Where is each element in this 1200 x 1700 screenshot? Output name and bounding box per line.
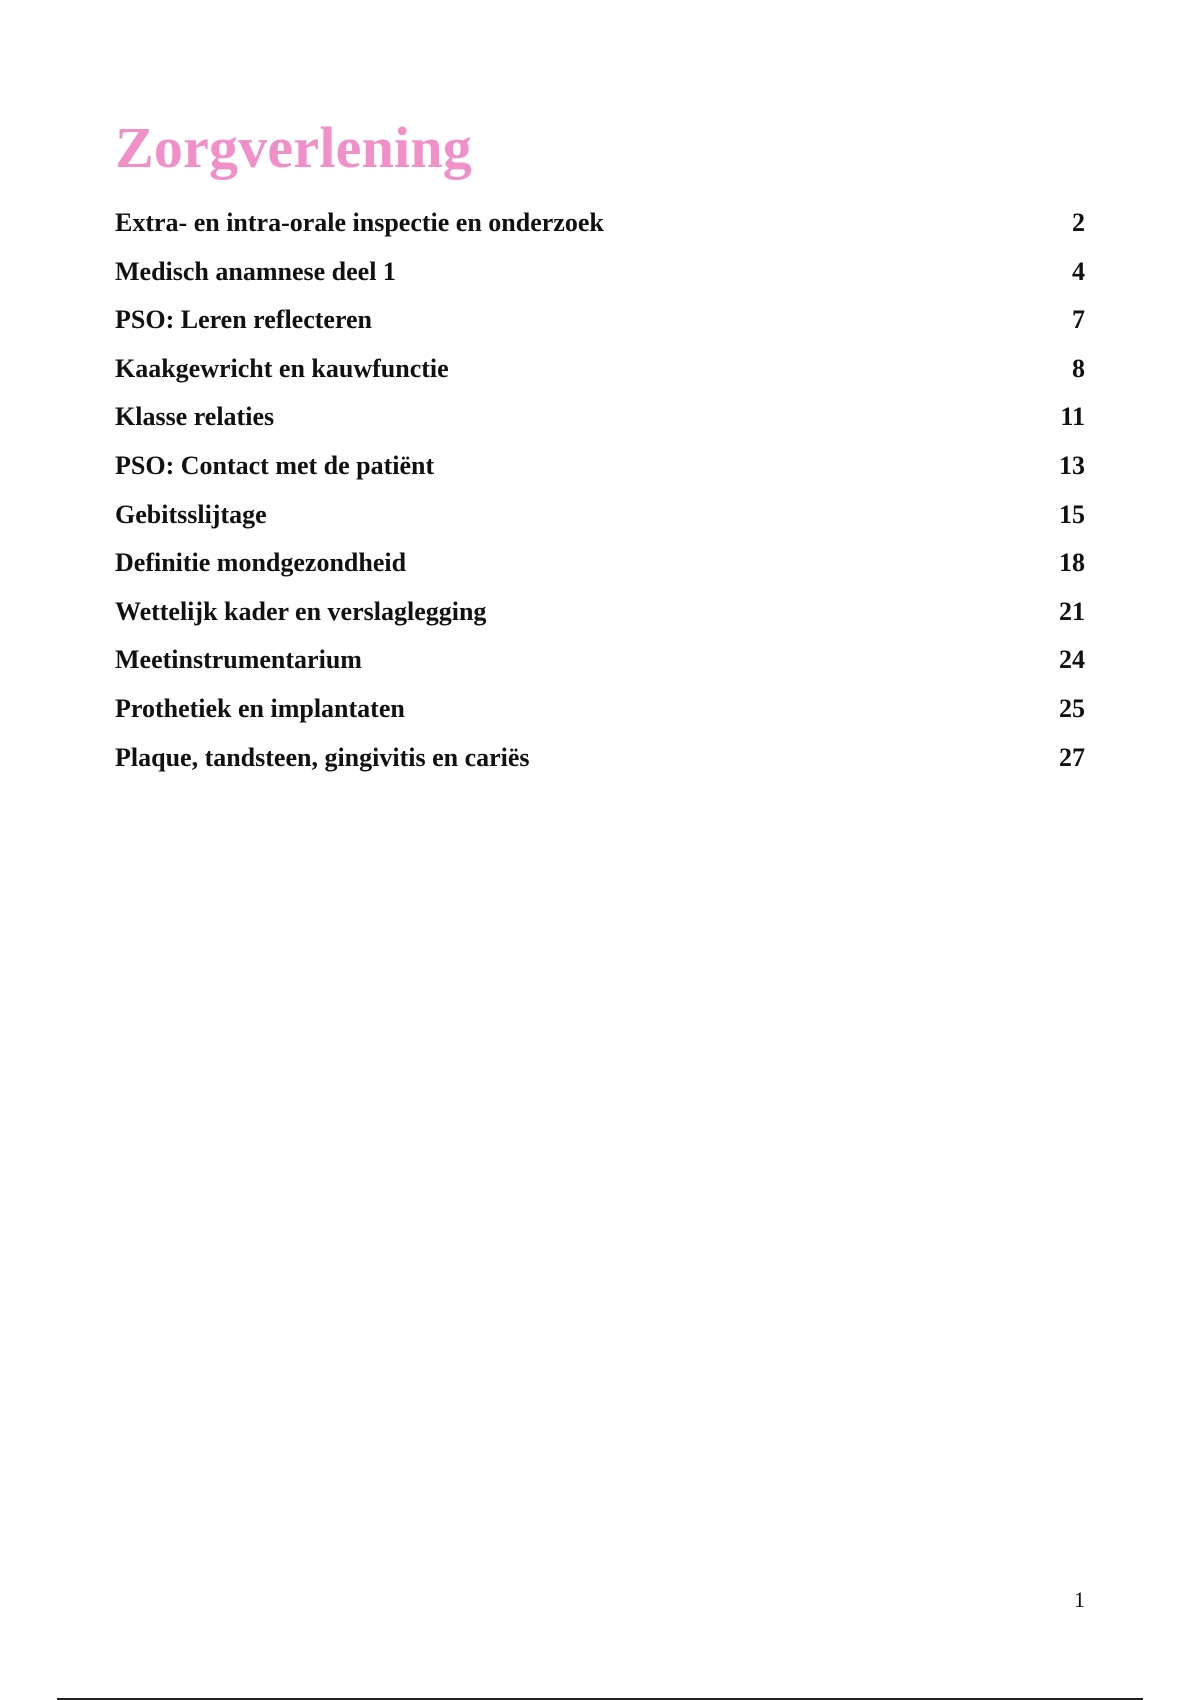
toc-entry-page: 18 [1059,548,1085,578]
toc-entry-page: 2 [1072,208,1085,237]
toc-entry-title: PSO: Leren reflecteren [115,305,373,335]
page-title: Zorgverlening [115,115,473,180]
toc-entry[interactable] [115,734,1085,783]
toc-entry-page: 15 [1059,499,1085,529]
page-number: 1 [1074,1587,1085,1612]
toc-entry-title: Plaque, tandsteen, gingivitis en cariës [115,742,530,772]
table-of-contents [115,199,1085,782]
toc-entry-title: Prothetiek en implantaten [115,693,405,723]
toc-entry-title: Klasse relaties [115,402,275,432]
toc-entry[interactable] [115,296,1085,345]
toc-entry[interactable] [115,442,1085,491]
toc-entry[interactable] [115,393,1085,442]
toc-entry-title: Gebitsslijtage [115,499,267,529]
toc-entry[interactable] [115,345,1085,394]
toc-entry-page: 24 [1059,645,1085,675]
toc-entry-page: 25 [1059,693,1085,723]
toc-entry-page: 4 [1072,256,1085,286]
toc-entry[interactable] [115,199,1085,248]
toc-entry[interactable] [115,491,1085,540]
toc-entry-page: 27 [1059,742,1085,772]
toc-entry-page: 21 [1059,596,1085,626]
toc-entry-page: 13 [1059,450,1085,480]
toc-entry[interactable] [115,248,1085,297]
toc-entry-title: Kaakgewricht en kauwfunctie [115,353,449,383]
toc-entry-title: PSO: Contact met de patiënt [115,450,435,480]
toc-entry-title: Meetinstrumentarium [115,645,362,675]
toc-entry-title: Definitie mondgezondheid [115,548,407,578]
toc-entry-page: 8 [1072,353,1085,383]
toc-entry[interactable] [115,588,1085,637]
toc-entry-page: 7 [1072,305,1085,335]
toc-entry[interactable] [115,539,1085,588]
toc-entry-page: 11 [1060,402,1085,432]
toc-entry[interactable] [115,636,1085,685]
toc-entry-title: Extra- en intra-orale inspectie en onderzoek [115,208,604,237]
toc-entry[interactable] [115,685,1085,734]
toc-entry-title: Medisch anamnese deel 1 [115,256,396,286]
toc-entry-title: Wettelijk kader en verslaglegging [115,596,487,626]
